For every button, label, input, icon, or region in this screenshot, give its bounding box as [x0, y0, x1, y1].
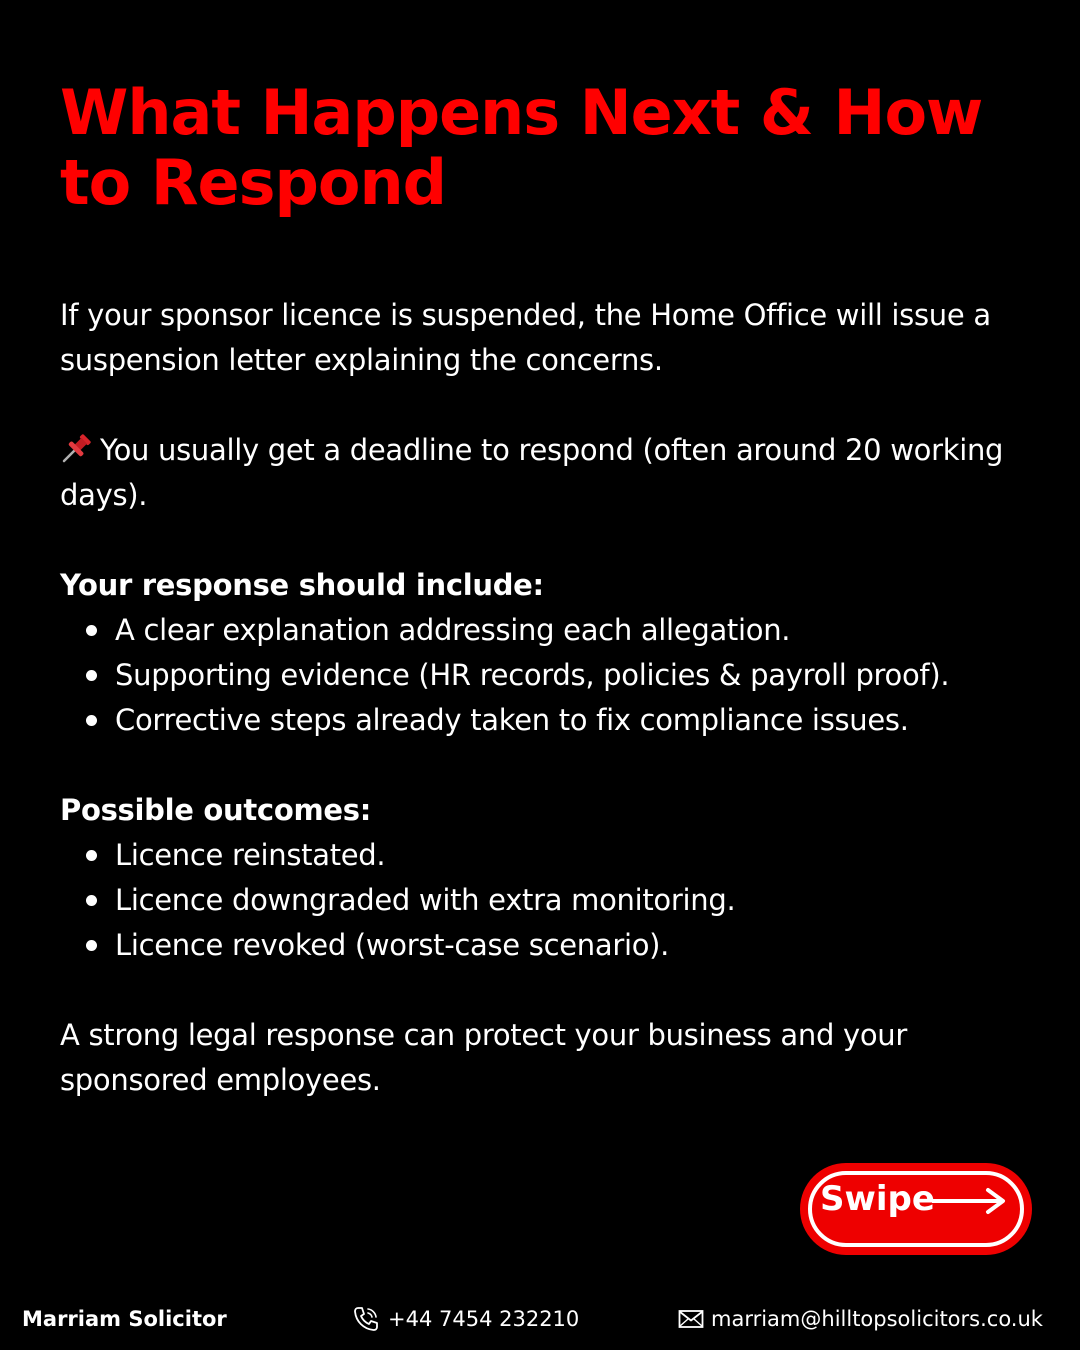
list-item: Corrective steps already taken to fix compliance issues. [60, 698, 1050, 743]
intro-paragraph: If your sponsor licence is suspended, the Home Office will issue a suspension letter explaining the concerns. [60, 298, 991, 377]
footer-email[interactable] [678, 1303, 1043, 1335]
phone-number: +44 7454 232210 [388, 1307, 580, 1331]
footer-phone[interactable] [352, 1303, 579, 1335]
swipe-button[interactable] [800, 1163, 1032, 1255]
deadline-text: You usually get a deadline to respond (often around 20 working days). [60, 433, 1004, 512]
envelope-icon [678, 1309, 704, 1329]
main-content [60, 293, 1050, 1103]
response-list [60, 608, 1050, 743]
page-title: What Happens Next & How to Respond [60, 76, 983, 219]
email-address: marriam@hilltopsolicitors.co.uk [711, 1307, 1043, 1331]
right-arrow-icon [932, 1187, 1008, 1215]
bullet-icon [86, 850, 97, 861]
deadline-note [60, 428, 1050, 518]
bullet-icon [86, 625, 97, 636]
footer-name: Marriam Solicitor [22, 1307, 227, 1331]
closing-paragraph: A strong legal response can protect your business and your sponsored employees. [60, 1018, 907, 1097]
bullet-icon [86, 895, 97, 906]
bullet-icon [86, 940, 97, 951]
bullet-icon [86, 715, 97, 726]
list-item: Licence reinstated. [60, 833, 1050, 878]
phone-icon [352, 1305, 380, 1333]
bullet-icon [86, 670, 97, 681]
pushpin-icon [60, 431, 94, 465]
list-item: Licence revoked (worst-case scenario). [60, 923, 1050, 968]
outcomes-heading: Possible outcomes: [60, 793, 371, 827]
outcomes-list [60, 833, 1050, 968]
swipe-label: Swipe [820, 1179, 935, 1219]
list-item: Licence downgraded with extra monitoring. [60, 878, 1050, 923]
list-item: A clear explanation addressing each allegation. [60, 608, 1050, 653]
list-item: Supporting evidence (HR records, policies & payroll proof). [60, 653, 1050, 698]
response-heading: Your response should include: [60, 568, 544, 602]
